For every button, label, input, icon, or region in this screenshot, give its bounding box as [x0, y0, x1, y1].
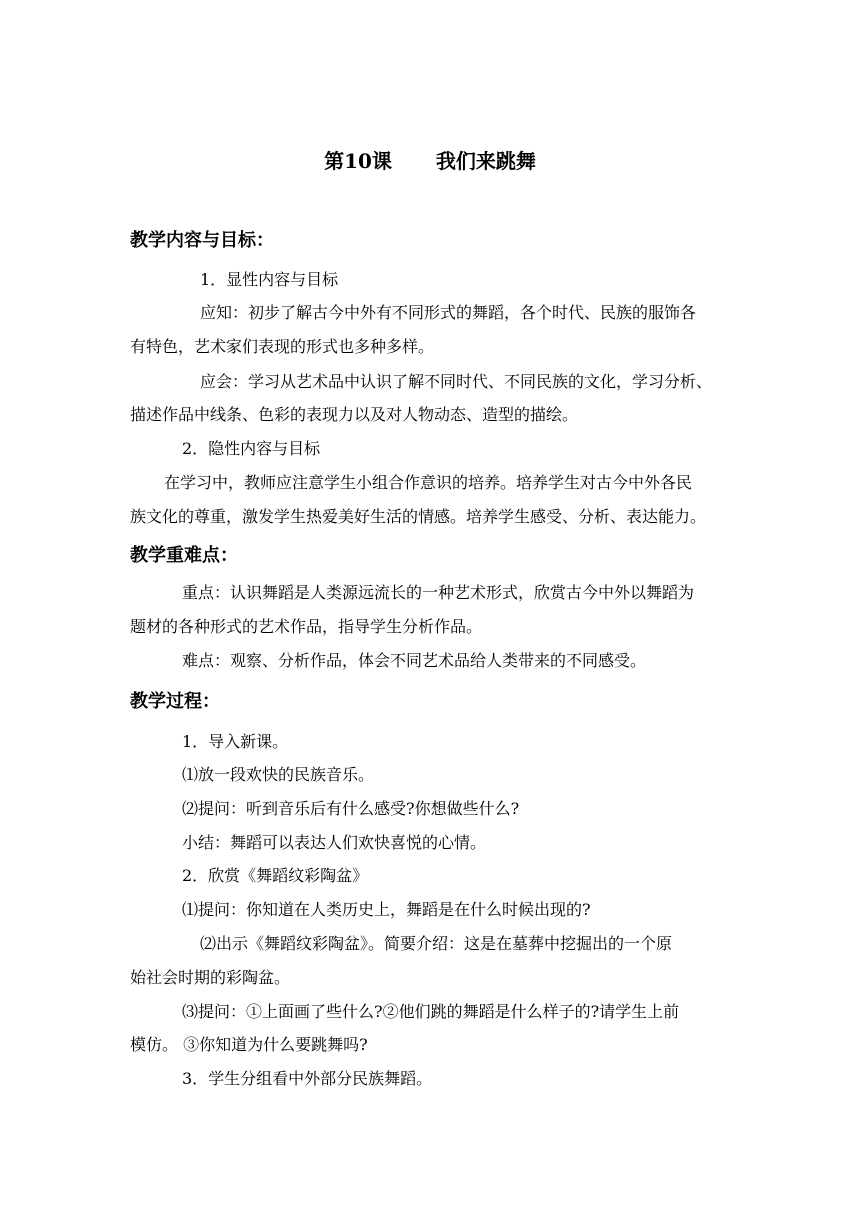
process-step-1b: ⑵提问：听到音乐后有什么感受?你想做些什么?	[182, 799, 520, 818]
lesson-title	[0, 148, 860, 174]
goals-able-line-2: 描述作品中线条、色彩的表现力以及对人物动态、造型的描绘。	[130, 405, 579, 424]
goals-hidden-line-2: 族文化的尊重，激发学生热爱美好生活的情感。培养学生感受、分析、表达能力。	[130, 507, 707, 526]
process-step-2: 2．欣赏《舞蹈纹彩陶盆》	[182, 866, 369, 885]
goals-hidden-line-1: 在学习中，教师应注意学生小组合作意识的培养。培养学生对古今中外各民	[164, 473, 693, 492]
lesson-number: 第10课	[324, 149, 392, 173]
key-focus-line-2: 题材的各种形式的艺术作品，指导学生分析作品。	[130, 617, 483, 636]
process-step-2c-line-1: ⑶提问：①上面画了些什么?②他们跳的舞蹈是什么样子的?请学生上前	[182, 1002, 680, 1021]
process-step-1-summary: 小结：舞蹈可以表达人们欢快喜悦的心情。	[182, 833, 487, 852]
lesson-name: 我们来跳舞	[435, 149, 536, 173]
process-step-2b-line-1: ⑵出示《舞蹈纹彩陶盆》。简要介绍：这是在墓葬中挖掘出的一个原	[200, 934, 673, 953]
section-heading-goals: 教学内容与目标：	[130, 230, 274, 251]
goals-item-1: 1．显性内容与目标	[200, 270, 339, 289]
section-heading-process: 教学过程：	[130, 691, 220, 712]
goals-know-line-2: 有特色，艺术家们表现的形式也多种多样。	[130, 337, 435, 356]
process-step-3: 3．学生分组看中外部分民族舞蹈。	[182, 1069, 433, 1088]
key-focus-line-1: 重点：认识舞蹈是人类源远流长的一种艺术形式，欣赏古今中外以舞蹈为	[182, 583, 695, 602]
goals-item-2: 2．隐性内容与目标	[182, 439, 321, 458]
process-step-2c-line-2: 模仿。 ③你知道为什么要跳舞吗?	[130, 1035, 368, 1054]
key-difficulty: 难点：观察、分析作品，体会不同艺术品给人类带来的不同感受。	[182, 651, 647, 670]
section-heading-key-points: 教学重难点：	[130, 545, 238, 566]
goals-able-line-1: 应会：学习从艺术品中认识了解不同时代、不同民族的文化，学习分析、	[200, 372, 713, 391]
process-step-2b-line-2: 始社会时期的彩陶盆。	[130, 968, 291, 987]
goals-know-line-1: 应知：初步了解古今中外有不同形式的舞蹈，各个时代、民族的服饰各	[200, 303, 697, 322]
process-step-2a: ⑴提问：你知道在人类历史上，舞蹈是在什么时候出现的?	[182, 900, 591, 919]
process-step-1: 1．导入新课。	[182, 732, 289, 751]
process-step-1a: ⑴放一段欢快的民族音乐。	[182, 765, 375, 784]
